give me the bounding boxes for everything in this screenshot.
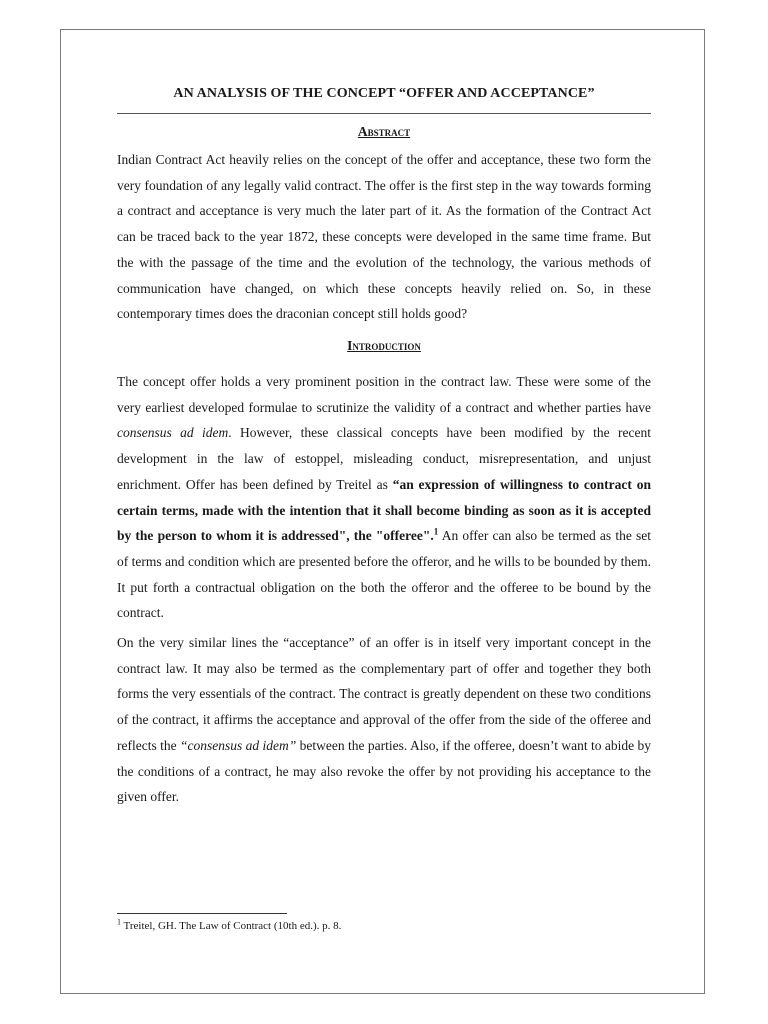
intro-p1-text-1: The concept offer holds a very prominent position in the contract law. These were some of the very earliest developed formulae to scrutinize the validity of a contract and whether parties have (117, 374, 651, 415)
introduction-paragraph-2 (117, 630, 651, 810)
footnote (117, 917, 342, 932)
footnote-reference[interactable]: 1 (433, 526, 439, 537)
intro-p1-italic: consensus ad idem (117, 425, 229, 441)
treitel-definition-quote: “an expression of willingness to contract on certain terms, made with the intention that it shall become binding as soon as it is accepted by the person to whom it is addressed", the "offeree". (117, 476, 651, 544)
introduction-heading: Introduction (347, 338, 421, 353)
intro-p2-text-1: On the very similar lines the “acceptance” of an offer is in itself very important concept in the contract law. It may also be termed as the complementary part of offer and together they both forms the very essentials of the contract. The contract is greatly dependent on these two conditions of the contract, it affirms the acceptance and approval of the offer from the side of the offeree and reflects the (117, 635, 651, 753)
abstract-heading: Abstract (357, 124, 411, 139)
footnote-separator (117, 913, 287, 914)
abstract-paragraph: Indian Contract Act heavily relies on the concept of the offer and acceptance, these two form the very foundation of any legally valid contract. The offer is the first step in the way towards forming a contract and acceptance is very much the later part of it. As the formation of the Contract Act can be traced back to the year 1872, these concepts were developed in the same time frame. But the with the passage of the time and the evolution of the technology, the various methods of communication have changed, on which these concepts heavily relied on. So, in these contemporary times does the draconian concept still holds good? (117, 152, 651, 322)
footnote-number: 1 (117, 917, 121, 927)
introduction-paragraph-1 (117, 369, 651, 626)
document-title: AN ANALYSIS OF THE CONCEPT “OFFER AND ACCEPTANCE” (173, 86, 595, 101)
intro-p1-text-3: An offer can also be termed as the set of terms and condition which are presented before the offeror, and he wills to be bounded by them. It put forth a contractual obligation on the both the offeror and the offeree to be bound by the contract. (117, 528, 651, 621)
intro-p2-text-2: between the parties. Also, if the offeree, doesn’t want to abide by the conditions of a contract, he may also revoke the offer by not providing his acceptance to the given offer. (117, 737, 651, 805)
intro-p1-text-2: . However, these classical concepts have been modified by the recent development in the law of estoppel, misleading conduct, misrepresentation, and unjust enrichment. Offer has been defined by Treitel as (117, 425, 651, 492)
footnote-text: Treitel, GH. The Law of Contract (10th ed.). p. 8. (121, 920, 342, 932)
title-rule (117, 113, 651, 114)
intro-p2-italic: “consensus ad idem” (180, 737, 297, 753)
